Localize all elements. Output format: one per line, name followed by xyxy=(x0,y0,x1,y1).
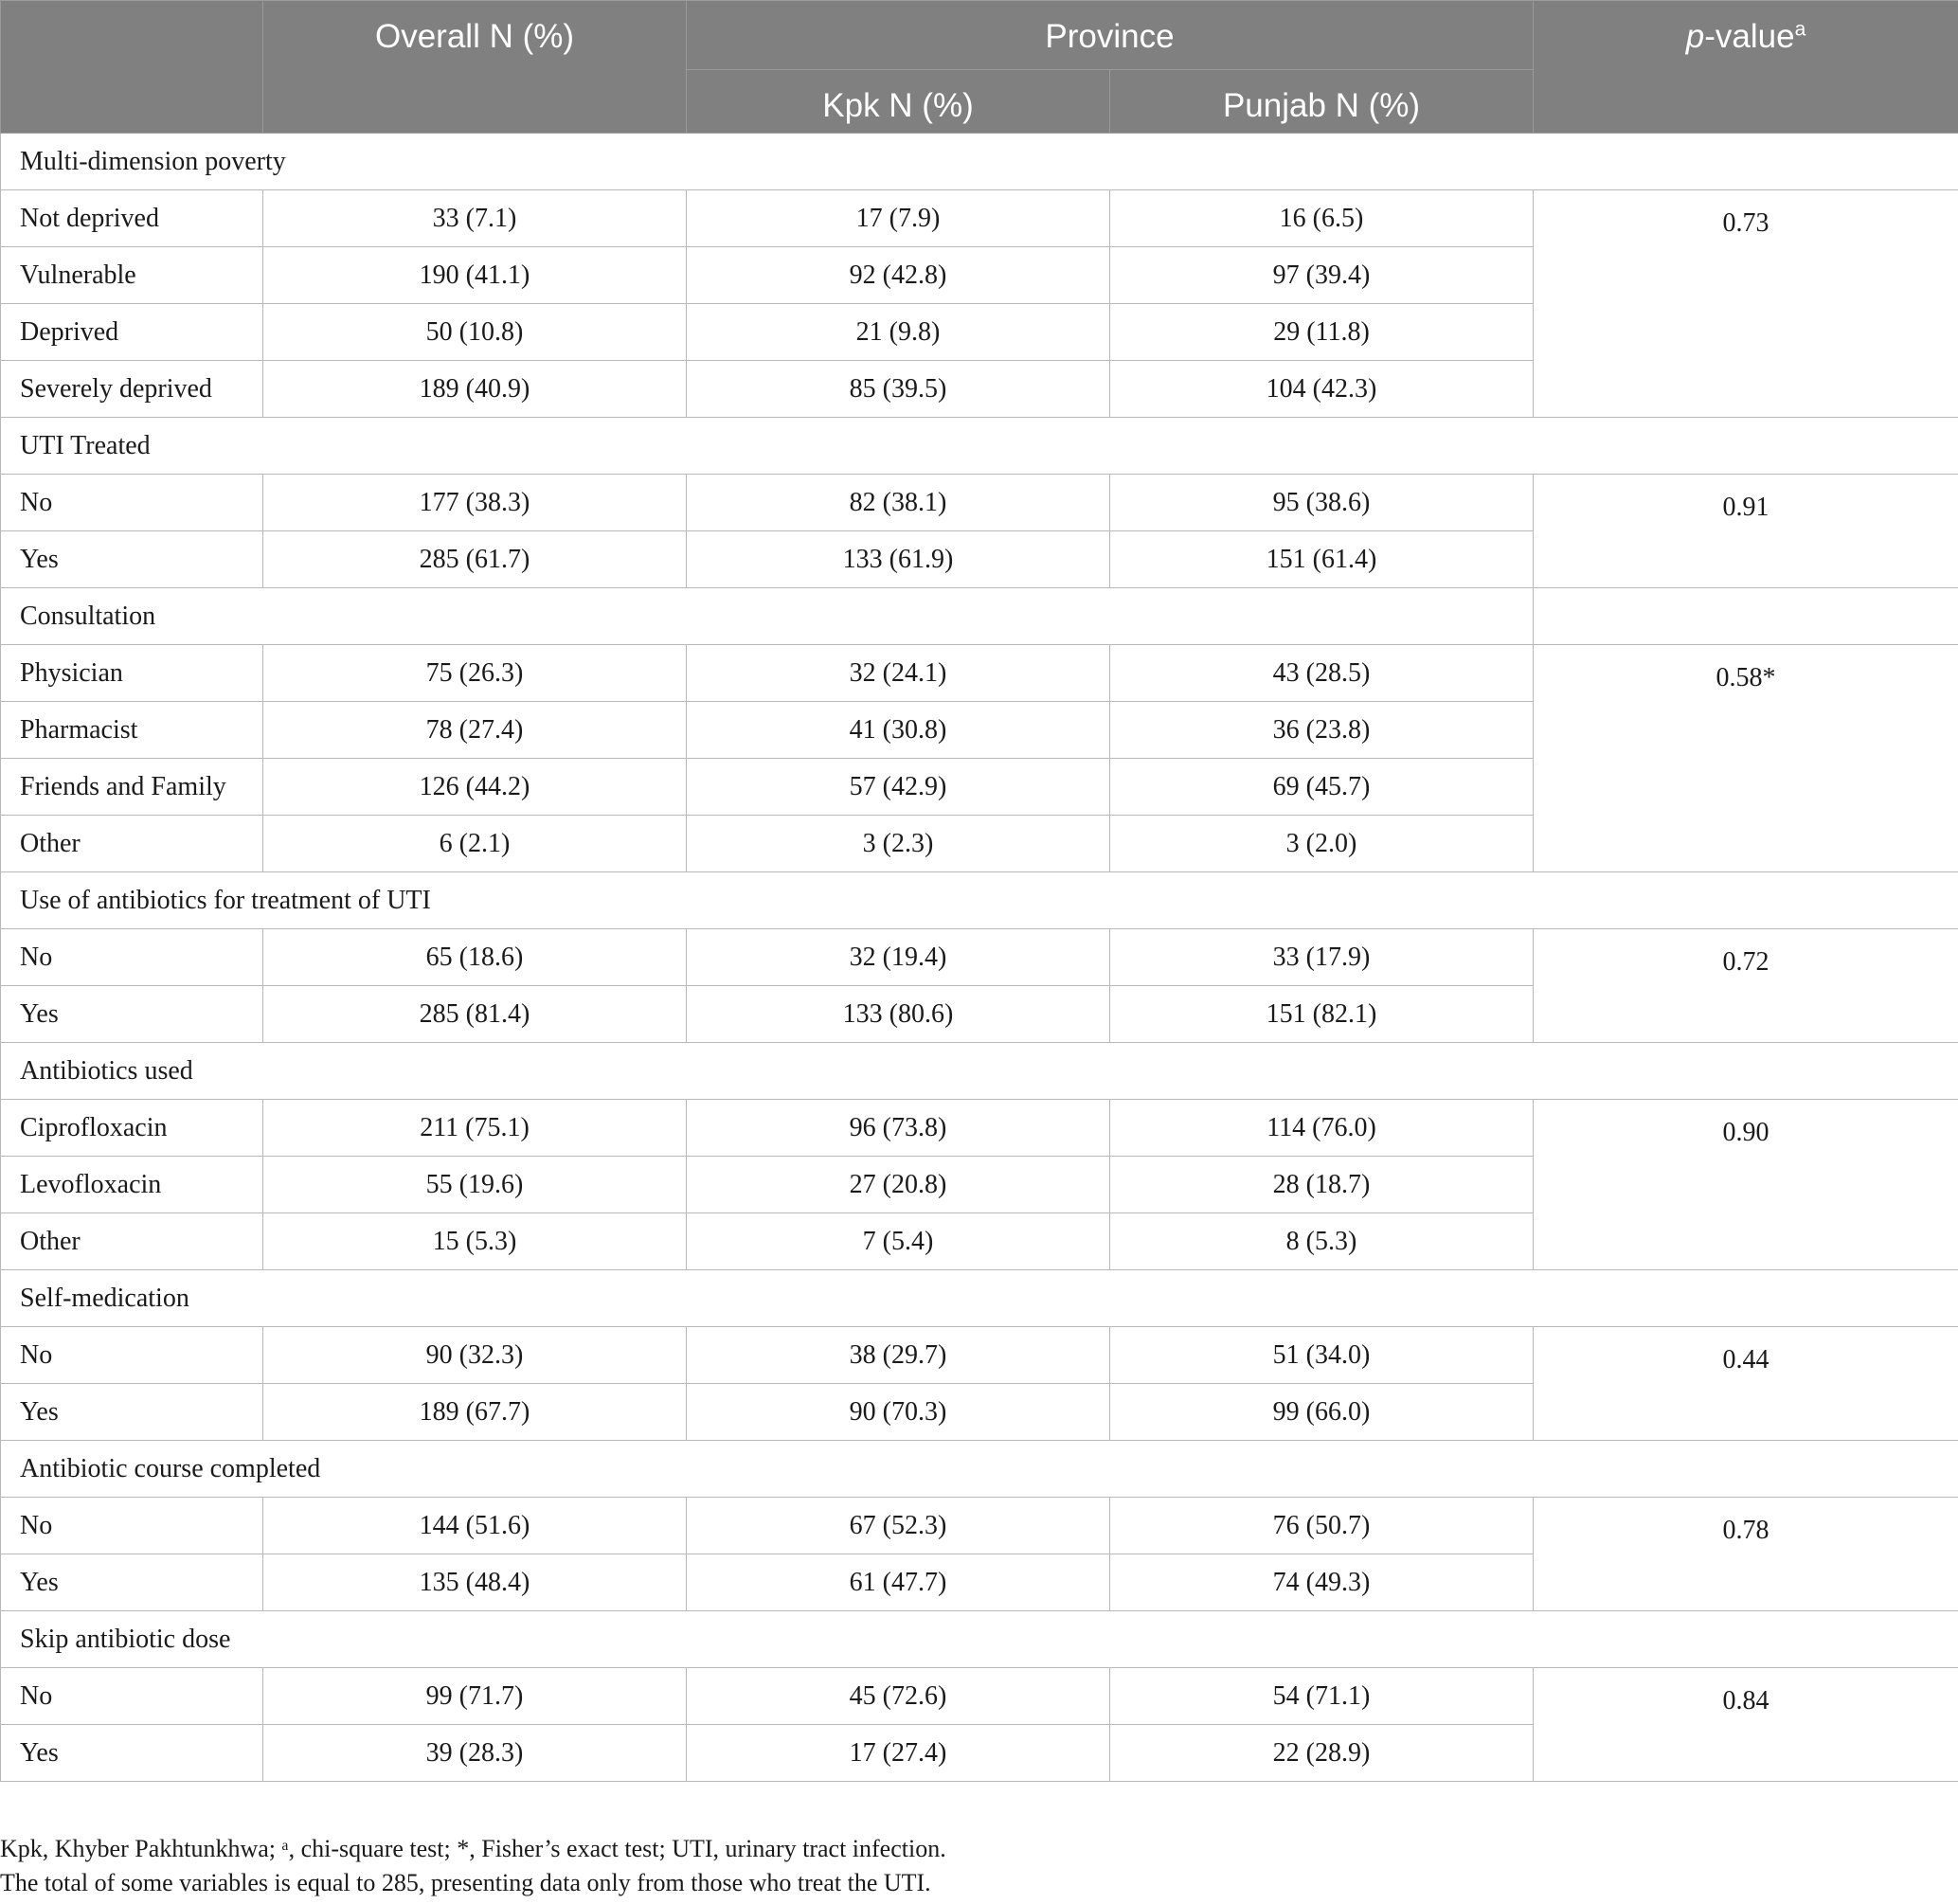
table-row xyxy=(1,475,1958,531)
section-title: Self-medication xyxy=(1,1270,1958,1327)
cell-kpk: 133 (61.9) xyxy=(687,531,1110,588)
cell-kpk: 57 (42.9) xyxy=(687,759,1110,816)
p-value-rest: -value xyxy=(1704,18,1795,55)
cell-kpk: 41 (30.8) xyxy=(687,702,1110,759)
header-overall: Overall N (%) xyxy=(263,1,687,134)
row-label: Yes xyxy=(1,1725,263,1782)
header-province: Province xyxy=(687,1,1534,70)
cell-overall: 99 (71.7) xyxy=(263,1668,687,1725)
cell-overall: 65 (18.6) xyxy=(263,929,687,986)
cell-overall: 189 (67.7) xyxy=(263,1384,687,1441)
cell-p-value: 0.84 xyxy=(1534,1668,1958,1782)
row-label: Pharmacist xyxy=(1,702,263,759)
cell-overall: 50 (10.8) xyxy=(263,304,687,361)
section-row xyxy=(1,872,1958,929)
cell-overall: 55 (19.6) xyxy=(263,1157,687,1213)
cell-punjab: 151 (82.1) xyxy=(1110,986,1534,1043)
row-label: Deprived xyxy=(1,304,263,361)
cell-overall: 135 (48.4) xyxy=(263,1554,687,1611)
row-label: Yes xyxy=(1,1384,263,1441)
p-value-italic: p xyxy=(1685,18,1705,55)
row-label: No xyxy=(1,929,263,986)
cell-punjab: 76 (50.7) xyxy=(1110,1498,1534,1554)
cell-punjab: 33 (17.9) xyxy=(1110,929,1534,986)
cell-overall: 211 (75.1) xyxy=(263,1100,687,1157)
cell-punjab: 43 (28.5) xyxy=(1110,645,1534,702)
row-label: Not deprived xyxy=(1,190,263,247)
row-label: Yes xyxy=(1,1554,263,1611)
cell-punjab: 54 (71.1) xyxy=(1110,1668,1534,1725)
row-label: Severely deprived xyxy=(1,361,263,418)
table-row xyxy=(1,1327,1958,1384)
section-title: Antibiotics used xyxy=(1,1043,1958,1100)
cell-kpk: 61 (47.7) xyxy=(687,1554,1110,1611)
cell-overall: 285 (81.4) xyxy=(263,986,687,1043)
table-row xyxy=(1,190,1958,247)
cell-kpk: 7 (5.4) xyxy=(687,1213,1110,1270)
header-p-value xyxy=(1534,1,1958,134)
footnote-abbreviations: Kpk, Khyber Pakhtunkhwa; ᵃ, chi-square test; *, Fisher’s exact test; UTI, urinary tract infection. xyxy=(0,1835,946,1862)
cell-punjab: 104 (42.3) xyxy=(1110,361,1534,418)
cell-p-value: 0.90 xyxy=(1534,1100,1958,1270)
section-row xyxy=(1,588,1958,645)
cell-p-value: 0.91 xyxy=(1534,475,1958,588)
cell-punjab: 22 (28.9) xyxy=(1110,1725,1534,1782)
row-label: Other xyxy=(1,816,263,872)
header-punjab: Punjab N (%) xyxy=(1110,70,1534,134)
cell-overall: 6 (2.1) xyxy=(263,816,687,872)
section-row xyxy=(1,134,1958,190)
cell-punjab: 114 (76.0) xyxy=(1110,1100,1534,1157)
section-title: Consultation xyxy=(1,588,1534,645)
section-row xyxy=(1,418,1958,475)
section-pvalue-blank xyxy=(1534,588,1958,645)
cell-kpk: 32 (19.4) xyxy=(687,929,1110,986)
row-label: No xyxy=(1,475,263,531)
table-footnotes xyxy=(0,1832,1958,1900)
table-header xyxy=(1,1,1958,134)
footnote-totals: The total of some variables is equal to 285, presenting data only from those who treat the UTI. xyxy=(0,1869,931,1896)
row-label: No xyxy=(1,1498,263,1554)
p-value-superscript: a xyxy=(1794,18,1806,41)
cell-punjab: 29 (11.8) xyxy=(1110,304,1534,361)
header-kpk: Kpk N (%) xyxy=(687,70,1110,134)
cell-punjab: 16 (6.5) xyxy=(1110,190,1534,247)
header-blank-cell xyxy=(1,1,263,134)
cell-punjab: 3 (2.0) xyxy=(1110,816,1534,872)
table-row xyxy=(1,929,1958,986)
cell-kpk: 92 (42.8) xyxy=(687,247,1110,304)
cell-kpk: 32 (24.1) xyxy=(687,645,1110,702)
section-row xyxy=(1,1611,1958,1668)
row-label: Other xyxy=(1,1213,263,1270)
table-body xyxy=(1,134,1958,1782)
row-label: Yes xyxy=(1,531,263,588)
section-row xyxy=(1,1043,1958,1100)
row-label: No xyxy=(1,1327,263,1384)
row-label: Vulnerable xyxy=(1,247,263,304)
cell-kpk: 17 (27.4) xyxy=(687,1725,1110,1782)
cell-punjab: 151 (61.4) xyxy=(1110,531,1534,588)
row-label: Yes xyxy=(1,986,263,1043)
cell-p-value: 0.78 xyxy=(1534,1498,1958,1611)
section-title: Use of antibiotics for treatment of UTI xyxy=(1,872,1958,929)
cell-kpk: 17 (7.9) xyxy=(687,190,1110,247)
cell-p-value: 0.73 xyxy=(1534,190,1958,418)
cell-kpk: 96 (73.8) xyxy=(687,1100,1110,1157)
row-label: Ciprofloxacin xyxy=(1,1100,263,1157)
cell-kpk: 27 (20.8) xyxy=(687,1157,1110,1213)
cell-punjab: 97 (39.4) xyxy=(1110,247,1534,304)
cell-overall: 78 (27.4) xyxy=(263,702,687,759)
row-label: No xyxy=(1,1668,263,1725)
table-row xyxy=(1,1498,1958,1554)
cell-overall: 90 (32.3) xyxy=(263,1327,687,1384)
cell-punjab: 95 (38.6) xyxy=(1110,475,1534,531)
row-label: Levofloxacin xyxy=(1,1157,263,1213)
cell-overall: 33 (7.1) xyxy=(263,190,687,247)
cell-kpk: 82 (38.1) xyxy=(687,475,1110,531)
cell-overall: 177 (38.3) xyxy=(263,475,687,531)
table-row xyxy=(1,1668,1958,1725)
cell-punjab: 51 (34.0) xyxy=(1110,1327,1534,1384)
cell-kpk: 38 (29.7) xyxy=(687,1327,1110,1384)
section-row xyxy=(1,1441,1958,1498)
cell-overall: 126 (44.2) xyxy=(263,759,687,816)
cell-kpk: 133 (80.6) xyxy=(687,986,1110,1043)
cell-kpk: 3 (2.3) xyxy=(687,816,1110,872)
cell-kpk: 45 (72.6) xyxy=(687,1668,1110,1725)
cell-kpk: 67 (52.3) xyxy=(687,1498,1110,1554)
cell-overall: 39 (28.3) xyxy=(263,1725,687,1782)
cell-kpk: 90 (70.3) xyxy=(687,1384,1110,1441)
cell-punjab: 8 (5.3) xyxy=(1110,1213,1534,1270)
cell-overall: 189 (40.9) xyxy=(263,361,687,418)
cell-overall: 75 (26.3) xyxy=(263,645,687,702)
cell-punjab: 69 (45.7) xyxy=(1110,759,1534,816)
table-row xyxy=(1,645,1958,702)
section-title: Antibiotic course completed xyxy=(1,1441,1958,1498)
cell-p-value: 0.44 xyxy=(1534,1327,1958,1441)
section-title: Multi-dimension poverty xyxy=(1,134,1958,190)
section-title: Skip antibiotic dose xyxy=(1,1611,1958,1668)
cell-overall: 285 (61.7) xyxy=(263,531,687,588)
cell-punjab: 99 (66.0) xyxy=(1110,1384,1534,1441)
cell-punjab: 36 (23.8) xyxy=(1110,702,1534,759)
table-row xyxy=(1,1100,1958,1157)
cell-overall: 190 (41.1) xyxy=(263,247,687,304)
cell-overall: 144 (51.6) xyxy=(263,1498,687,1554)
cell-p-value: 0.58* xyxy=(1534,645,1958,872)
cell-punjab: 28 (18.7) xyxy=(1110,1157,1534,1213)
cell-overall: 15 (5.3) xyxy=(263,1213,687,1270)
cell-punjab: 74 (49.3) xyxy=(1110,1554,1534,1611)
row-label: Friends and Family xyxy=(1,759,263,816)
cell-p-value: 0.72 xyxy=(1534,929,1958,1043)
cell-kpk: 85 (39.5) xyxy=(687,361,1110,418)
row-label: Physician xyxy=(1,645,263,702)
section-row xyxy=(1,1270,1958,1327)
section-title: UTI Treated xyxy=(1,418,1958,475)
cell-kpk: 21 (9.8) xyxy=(687,304,1110,361)
